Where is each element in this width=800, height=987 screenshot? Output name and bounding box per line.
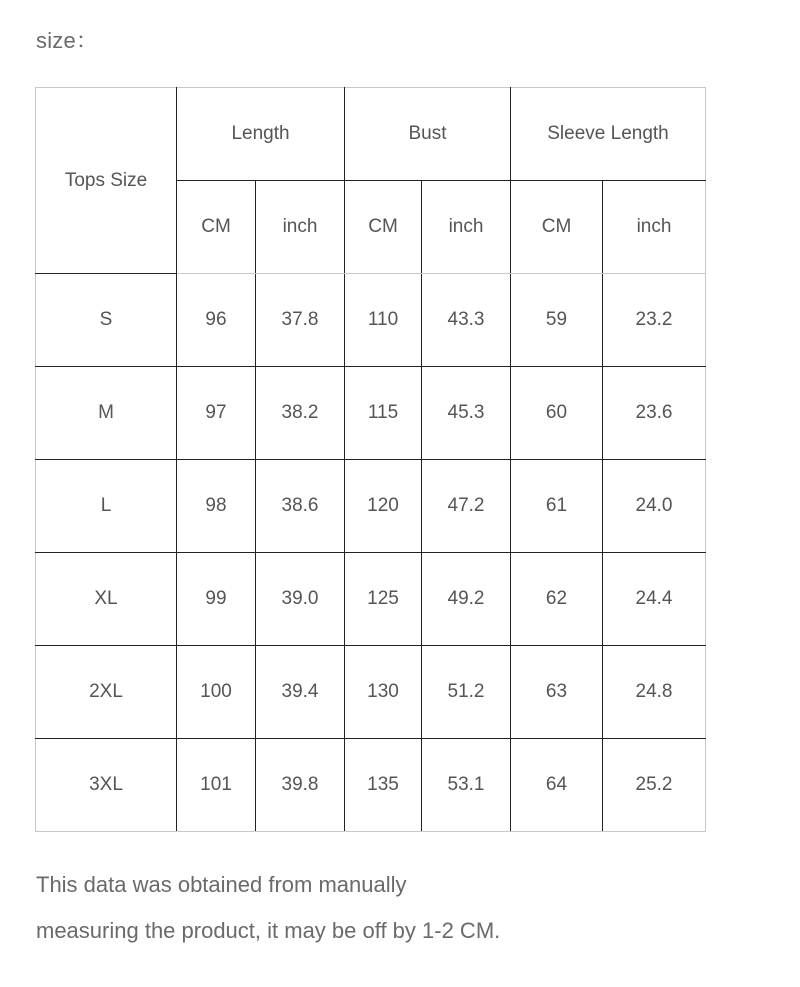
measurement-cell: 59	[511, 274, 603, 367]
size-label-cell: M	[36, 367, 177, 460]
measurement-cell: 37.8	[256, 274, 345, 367]
measurement-cell: 60	[511, 367, 603, 460]
measurement-cell: 53.1	[422, 739, 511, 832]
measurement-cell: 39.0	[256, 553, 345, 646]
tops-size-header: Tops Size	[36, 88, 177, 274]
table-row	[36, 553, 706, 646]
measurement-cell: 101	[177, 739, 256, 832]
table-row	[36, 367, 706, 460]
table-header-row	[36, 88, 706, 181]
measurement-cell: 39.8	[256, 739, 345, 832]
bust-group-header: Bust	[345, 88, 511, 181]
unit-header: inch	[603, 181, 706, 274]
measurement-cell: 39.4	[256, 646, 345, 739]
measurement-cell: 45.3	[422, 367, 511, 460]
measurement-cell: 120	[345, 460, 422, 553]
size-label-cell: 2XL	[36, 646, 177, 739]
measurement-cell: 100	[177, 646, 256, 739]
length-group-header: Length	[177, 88, 345, 181]
measurement-cell: 99	[177, 553, 256, 646]
note-line-1: This data was obtained from manually	[36, 872, 407, 897]
measurement-cell: 47.2	[422, 460, 511, 553]
measurement-cell: 25.2	[603, 739, 706, 832]
measurement-cell: 97	[177, 367, 256, 460]
size-label-cell: S	[36, 274, 177, 367]
measurement-cell: 135	[345, 739, 422, 832]
unit-header: inch	[256, 181, 345, 274]
measurement-cell: 43.3	[422, 274, 511, 367]
unit-header: CM	[177, 181, 256, 274]
size-rows	[36, 274, 706, 832]
measurement-cell: 64	[511, 739, 603, 832]
measurement-cell: 110	[345, 274, 422, 367]
measurement-cell: 125	[345, 553, 422, 646]
size-chart-table	[35, 87, 706, 832]
measurement-cell: 23.6	[603, 367, 706, 460]
measurement-cell: 38.2	[256, 367, 345, 460]
measurement-cell: 24.8	[603, 646, 706, 739]
size-heading: size：	[36, 28, 99, 53]
note-line-2: measuring the product, it may be off by 1-2 CM.	[36, 918, 501, 943]
measurement-cell: 23.2	[603, 274, 706, 367]
measurement-cell: 62	[511, 553, 603, 646]
size-label-cell: 3XL	[36, 739, 177, 832]
measurement-cell: 115	[345, 367, 422, 460]
measurement-cell: 130	[345, 646, 422, 739]
unit-header: CM	[511, 181, 603, 274]
measurement-cell: 51.2	[422, 646, 511, 739]
measurement-cell: 38.6	[256, 460, 345, 553]
measurement-cell: 24.4	[603, 553, 706, 646]
measurement-cell: 61	[511, 460, 603, 553]
sleeve-length-group-header: Sleeve Length	[511, 88, 706, 181]
table-row	[36, 460, 706, 553]
unit-header: inch	[422, 181, 511, 274]
measurement-cell: 98	[177, 460, 256, 553]
unit-header: CM	[345, 181, 422, 274]
table-row	[36, 646, 706, 739]
table-row	[36, 274, 706, 367]
size-label-cell: XL	[36, 553, 177, 646]
table-row	[36, 739, 706, 832]
measurement-cell: 96	[177, 274, 256, 367]
measurement-cell: 49.2	[422, 553, 511, 646]
measurement-note	[36, 862, 736, 954]
measurement-cell: 63	[511, 646, 603, 739]
measurement-cell: 24.0	[603, 460, 706, 553]
size-label-cell: L	[36, 460, 177, 553]
